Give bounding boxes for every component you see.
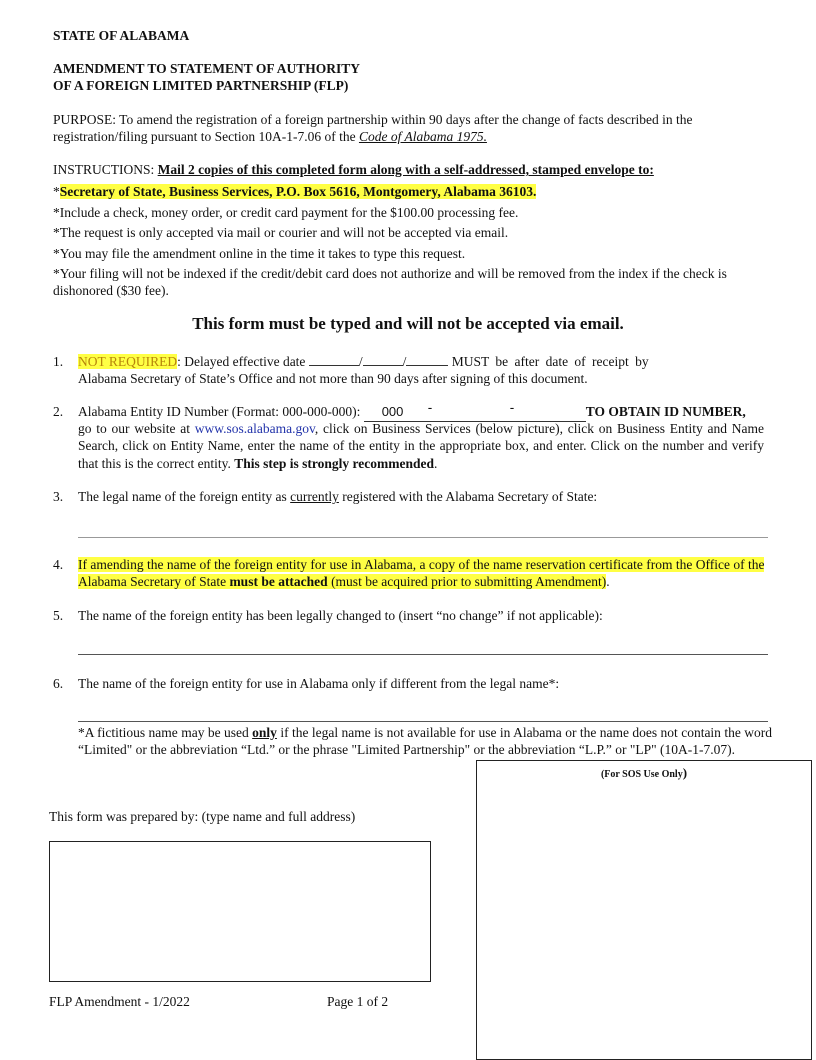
legal-name-field[interactable] [78,537,768,538]
item1-line1 [78,353,714,370]
sos-website-link[interactable]: www.sos.alabama.gov [194,421,315,436]
item2-period: . [433,455,438,471]
item5-text: The name of the foreign entity has been legally changed to (insert “no change” if not applicable): [78,608,603,623]
must-be-attached: must be attached [229,574,328,590]
code-reference: Code of Alabama 1975. [358,129,487,145]
form-title-line1: AMENDMENT TO STATEMENT OF AUTHORITY [53,61,361,76]
sos-use-label-paren: ) [682,765,688,780]
entity-id-dash-2: - [509,400,515,415]
item6-text: The name of the foreign entity for use in Alabama only if different from the legal name*: [78,676,560,691]
item3-number: 3. [53,489,64,504]
obtain-id-label: TO OBTAIN ID NUMBER, [585,404,746,419]
only-word: only [252,725,277,740]
item2-text-a: Alabama Entity ID Number (Format: 000-000-000): [78,404,361,419]
delayed-day-field[interactable] [363,353,403,366]
form-version: FLP Amendment - 1/2022 [49,994,190,1009]
item3-text-a: The legal name of the foreign entity as [78,489,291,504]
prepared-by-label: This form was prepared by: (type name and full address) [49,809,356,824]
item2-number: 2. [53,404,64,419]
instruction-indexing: *Your filing will not be indexed if the credit/debit card does not authorize and will be removed from the index if the check is dishonored ($30 fee). [53,266,727,299]
item5-number: 5. [53,608,64,623]
mailing-address: Secretary of State, Business Services, P.O. Box 5616, Montgomery, Alabama 36103. [59,184,537,199]
item4-text-b: (must be acquired prior to submitting Amendment) [327,574,607,590]
state-heading: STATE OF ALABAMA [53,28,190,43]
fictitious-text-a: *A fictitious name may be used [78,725,253,740]
prepared-by-textarea[interactable] [49,841,431,982]
item4-text [78,556,774,591]
sos-use-label [477,765,811,782]
instructions-line [53,161,773,178]
date-slash-2: / [402,354,407,369]
item3-text [78,488,597,505]
sos-use-label-text: (For SOS Use Only [600,769,683,780]
instruction-fee: *Include a check, money order, or credit card payment for the $100.00 processing fee. [53,205,519,220]
item2-line1 [78,400,746,422]
item2-instructions [78,420,764,472]
entity-id-dash-1: - [427,400,433,415]
delayed-year-field[interactable] [406,353,448,366]
typed-notice: This form must be typed and will not be accepted via email. [192,314,624,333]
item2-text-c: , click on Business Services (below picture), click on Business Entity and Name Search, click on Entity Name, enter the name of the entity in the appropriate box, and enter. Click on the number and verify that this is the correct entity. [78,421,764,471]
purpose-text: PURPOSE: To amend the registration of a foreign partnership within 90 days after the change of facts described in the registration/filing pursuant to Section 10A-1-7.06 of the [53,112,693,145]
item1-number: 1. [53,354,64,369]
alabama-name-field[interactable] [78,721,768,722]
fictitious-text-b: if the legal name is not available for use in Alabama or the name does not contain the word “Limited" or the abbreviation “Ltd.” or the phrase "Limited Partnership" or the abbreviation “L.P.” or "LP" (10A-1-7.07). [78,725,772,758]
currently-word: currently [290,489,339,504]
not-required-label: NOT REQUIRED [78,354,178,369]
delayed-month-field[interactable] [309,353,359,366]
entity-id-field[interactable] [364,400,586,422]
entity-id-value: 000 [381,404,404,419]
item4-period: . [606,574,610,590]
sos-use-box [476,760,812,1060]
item1-text-b: MUST be after date of receipt by [451,354,649,369]
item3-text-b: registered with the Alabama Secretary of State: [338,489,598,504]
strongly-recommended: This step is strongly recommended [234,455,434,471]
page-number: Page 1 of 2 [327,994,389,1009]
date-slash-1: / [358,354,363,369]
item1-text-a: : Delayed effective date [177,354,306,369]
changed-name-field[interactable] [78,654,768,655]
item2-text-b: go to our website at [78,421,195,436]
form-title-line2: OF A FOREIGN LIMITED PARTNERSHIP (FLP) [53,78,349,93]
instruction-online: *You may file the amendment online in the time it takes to type this request. [53,246,466,261]
fictitious-name-note [78,724,772,759]
instructions-label: INSTRUCTIONS: [53,162,158,177]
instruction-mail-only: *The request is only accepted via mail or courier and will not be accepted via email. [53,225,509,240]
purpose-paragraph [53,111,743,146]
mailing-address-line [53,183,536,200]
item1-line2: Alabama Secretary of State’s Office and not more than 90 days after signing of this document. [78,371,588,386]
item4-text-a: If amending the name of the foreign entity for use in Alabama, a copy of the name reservation certificate from the Office of the Alabama Secretary of State [78,557,765,590]
address-prefix: * [53,184,60,199]
item4-number: 4. [53,557,64,572]
instructions-mail: Mail 2 copies of this completed form along with a self-addressed, stamped envelope to: [157,162,654,177]
item6-number: 6. [53,676,64,691]
